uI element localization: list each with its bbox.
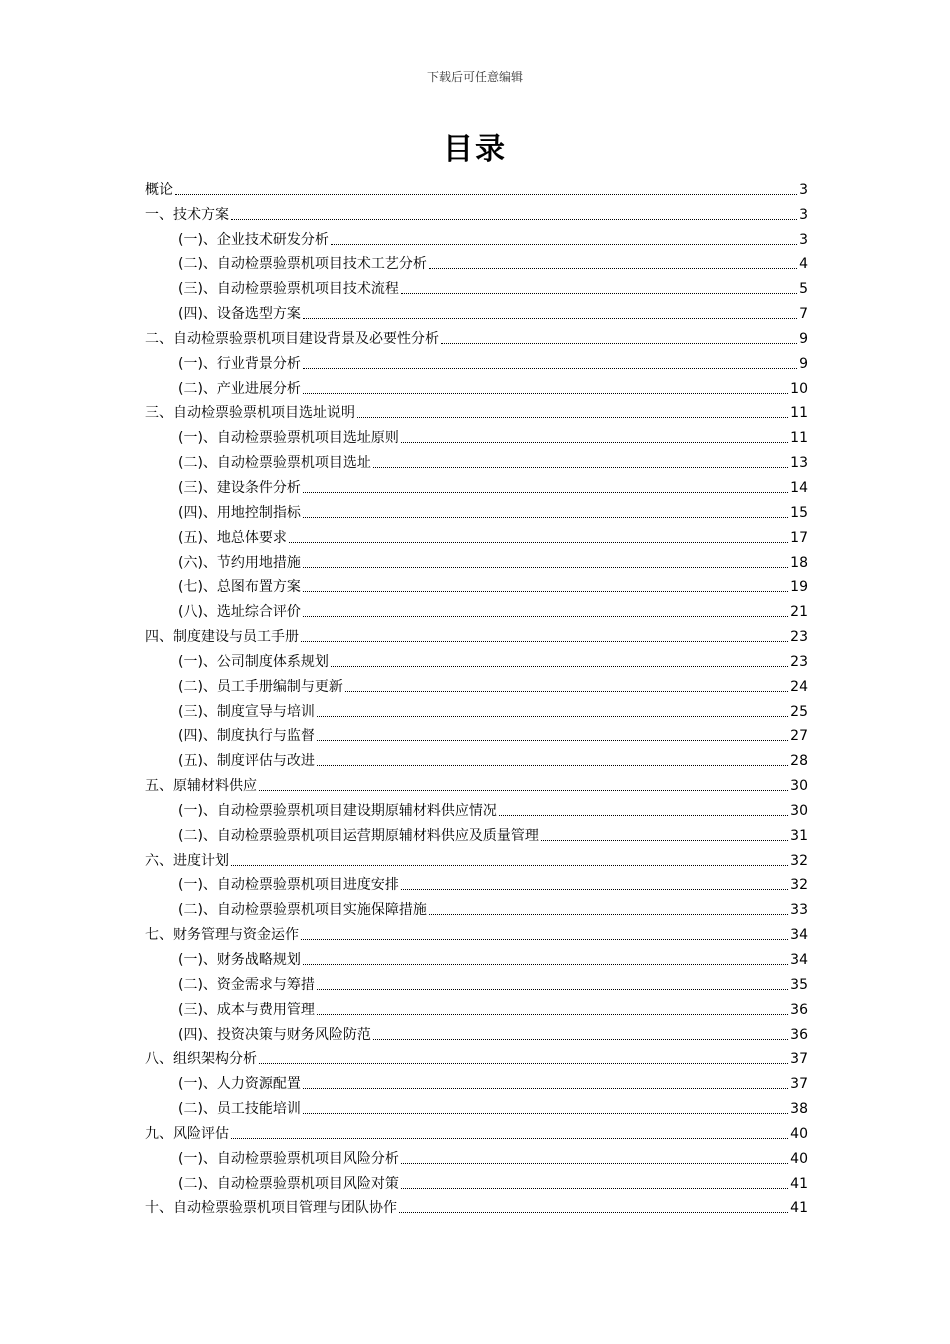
toc-entry-page-number: 9 [799, 330, 808, 347]
toc-entry[interactable] [145, 1195, 808, 1220]
toc-entry-title: (四)、用地控制指标 [178, 504, 301, 521]
toc-dot-leader [301, 641, 788, 642]
toc-entry-page-number: 18 [790, 554, 808, 571]
toc-dot-leader [231, 1138, 788, 1139]
toc-dot-leader [303, 964, 788, 965]
toc-entry-page-number: 34 [790, 927, 808, 944]
toc-dot-leader [303, 616, 788, 617]
toc-dot-leader [401, 1163, 788, 1164]
toc-entry-page-number: 37 [790, 1076, 808, 1093]
toc-entry-page-number: 14 [790, 479, 808, 496]
toc-dot-leader [429, 914, 788, 915]
toc-entry-title: (一)、自动检票验票机项目选址原则 [178, 430, 399, 447]
toc-entry-title: (二)、员工技能培训 [178, 1101, 301, 1118]
toc-entry-page-number: 13 [790, 455, 808, 472]
toc-entry-title: 七、财务管理与资金运作 [145, 927, 299, 944]
toc-entry-title: 八、组织架构分析 [145, 1051, 257, 1068]
toc-entry-page-number: 30 [790, 802, 808, 819]
page-header: 下载后可任意编辑 [426, 70, 523, 84]
toc-entry-title: (四)、投资决策与财务风险防范 [178, 1026, 371, 1043]
toc-entry[interactable] [145, 1170, 808, 1195]
toc-entry[interactable] [145, 176, 808, 201]
toc-entry[interactable] [145, 896, 808, 921]
toc-entry[interactable] [145, 946, 808, 971]
toc-entry[interactable] [145, 201, 808, 226]
toc-dot-leader [289, 542, 788, 543]
toc-entry-page-number: 36 [790, 1001, 808, 1018]
page-title: 目录 [443, 132, 507, 167]
toc-entry-title: (一)、财务战略规划 [178, 952, 301, 968]
toc-dot-leader [303, 393, 788, 394]
toc-entry-page-number: 3 [799, 181, 808, 198]
toc-dot-leader [259, 1063, 788, 1064]
toc-entry-title: 一、技术方案 [145, 206, 229, 223]
toc-entry[interactable] [145, 524, 808, 549]
toc-entry[interactable] [145, 325, 808, 350]
toc-entry[interactable] [145, 747, 808, 772]
toc-entry-page-number: 5 [799, 281, 808, 298]
toc-entry-page-number: 40 [790, 1125, 808, 1142]
toc-dot-leader [373, 1039, 788, 1040]
toc-entry-title: 三、自动检票验票机项目选址说明 [145, 405, 355, 422]
toc-dot-leader [303, 591, 788, 592]
toc-entry[interactable] [145, 872, 808, 897]
toc-entry-title: (四)、制度执行与监督 [178, 728, 315, 745]
toc-entry[interactable] [145, 797, 808, 822]
toc-entry-title: (二)、自动检票验票机项目实施保障措施 [178, 902, 427, 919]
toc-entry-page-number: 27 [790, 728, 808, 745]
toc-entry[interactable] [145, 474, 808, 499]
toc-entry[interactable] [145, 648, 808, 673]
toc-entry-page-number: 9 [799, 355, 808, 372]
toc-dot-leader [317, 716, 788, 717]
toc-dot-leader [303, 1113, 788, 1114]
toc-dot-leader [401, 293, 797, 294]
toc-dot-leader [541, 840, 788, 841]
toc-entry[interactable] [145, 1046, 808, 1071]
toc-entry-title: (一)、自动检票验票机项目建设期原辅材料供应情况 [178, 802, 497, 819]
toc-entry[interactable] [145, 300, 808, 325]
toc-entry[interactable] [145, 375, 808, 400]
toc-entry[interactable] [145, 822, 808, 847]
toc-entry-page-number: 7 [799, 306, 808, 323]
toc-dot-leader [345, 691, 788, 692]
toc-dot-leader [303, 1088, 788, 1089]
toc-dot-leader [399, 1212, 788, 1213]
toc-entry[interactable] [145, 1145, 808, 1170]
toc-entry-page-number: 28 [790, 753, 808, 770]
toc-entry[interactable] [145, 723, 808, 748]
toc-entry-title: (二)、自动检票验票机项目风险对策 [178, 1175, 399, 1192]
toc-dot-leader [303, 567, 788, 568]
toc-entry-title: 十、自动检票验票机项目管理与团队协作 [145, 1200, 397, 1217]
toc-entry-title: (三)、建设条件分析 [178, 479, 301, 496]
toc-dot-leader [259, 790, 788, 791]
toc-entry-title: (二)、产业进展分析 [178, 380, 301, 397]
toc-entry-page-number: 36 [790, 1026, 808, 1043]
toc-entry-title: (六)、节约用地措施 [178, 554, 301, 571]
toc-entry-page-number: 41 [790, 1175, 808, 1192]
toc-entry-page-number: 33 [790, 902, 808, 919]
toc-entry-page-number: 24 [790, 678, 808, 695]
toc-entry-title: (三)、制度宣导与培训 [178, 703, 315, 720]
toc-dot-leader [331, 666, 788, 667]
toc-entry[interactable] [145, 971, 808, 996]
toc-entry-page-number: 3 [799, 231, 808, 248]
toc-entry[interactable] [145, 996, 808, 1021]
toc-entry-page-number: 19 [790, 579, 808, 596]
toc-entry-title: 六、进度计划 [145, 852, 229, 869]
toc-entry[interactable] [145, 673, 808, 698]
toc-entry-title: (二)、员工手册编制与更新 [178, 678, 343, 695]
toc-dot-leader [331, 244, 797, 245]
toc-entry-title: 九、风险评估 [145, 1125, 229, 1142]
toc-entry-title: (八)、选址综合评价 [178, 604, 301, 621]
toc-entry-page-number: 35 [790, 976, 808, 993]
toc-dot-leader [303, 368, 797, 369]
toc-entry-page-number: 11 [790, 405, 808, 422]
toc-entry[interactable] [145, 350, 808, 375]
toc-dot-leader [429, 268, 797, 269]
toc-entry-title: (三)、自动检票验票机项目技术流程 [178, 281, 399, 298]
toc-dot-leader [303, 492, 788, 493]
toc-dot-leader [175, 194, 797, 195]
toc-dot-leader [301, 939, 788, 940]
toc-entry-title: (二)、自动检票验票机项目运营期原辅材料供应及质量管理 [178, 827, 539, 844]
toc-entry[interactable] [145, 1021, 808, 1046]
toc-dot-leader [303, 318, 797, 319]
toc-dot-leader [231, 865, 788, 866]
toc-entry-page-number: 4 [799, 256, 808, 273]
toc-entry[interactable] [145, 598, 808, 623]
toc-dot-leader [317, 989, 788, 990]
toc-entry[interactable] [145, 226, 808, 251]
toc-dot-leader [401, 889, 788, 890]
toc-entry-page-number: 17 [790, 529, 808, 546]
toc-entry[interactable] [145, 847, 808, 872]
toc-entry[interactable] [145, 499, 808, 524]
toc-entry-title: (七)、总图布置方案 [178, 579, 301, 596]
toc-dot-leader [303, 517, 788, 518]
toc-entry[interactable] [145, 1095, 808, 1120]
toc-dot-leader [401, 1188, 788, 1189]
toc-entry[interactable] [145, 275, 808, 300]
toc-entry-page-number: 23 [790, 653, 808, 670]
toc-entry-page-number: 3 [799, 206, 808, 223]
toc-entry-title: (五)、地总体要求 [178, 529, 287, 546]
toc-entry-title: (三)、成本与费用管理 [178, 1001, 315, 1018]
toc-entry-page-number: 41 [790, 1200, 808, 1217]
toc-entry-page-number: 15 [790, 504, 808, 521]
toc-entry[interactable] [145, 1070, 808, 1095]
toc-entry-title: (一)、自动检票验票机项目进度安排 [178, 877, 399, 894]
toc-entry-page-number: 38 [790, 1101, 808, 1118]
toc-entry-title: 五、原辅材料供应 [145, 778, 257, 795]
table-of-contents [145, 176, 808, 1219]
toc-entry-title: (一)、自动检票验票机项目风险分析 [178, 1150, 399, 1167]
toc-entry-page-number: 32 [790, 852, 808, 869]
toc-entry-page-number: 31 [790, 827, 808, 844]
toc-dot-leader [231, 219, 797, 220]
toc-entry-page-number: 25 [790, 703, 808, 720]
toc-entry-page-number: 10 [790, 380, 808, 397]
toc-dot-leader [499, 815, 788, 816]
toc-entry-title: (二)、自动检票验票机项目技术工艺分析 [178, 256, 427, 273]
toc-entry[interactable] [145, 921, 808, 946]
toc-dot-leader [357, 417, 788, 418]
toc-entry-title: (五)、制度评估与改进 [178, 753, 315, 770]
toc-dot-leader [317, 765, 788, 766]
toc-entry-title: 概论 [145, 181, 173, 198]
toc-entry-title: (二)、资金需求与筹措 [178, 976, 315, 993]
toc-entry[interactable] [145, 251, 808, 276]
toc-entry-page-number: 40 [790, 1150, 808, 1167]
toc-entry-title: 二、自动检票验票机项目建设背景及必要性分析 [145, 330, 439, 347]
toc-entry[interactable] [145, 574, 808, 599]
toc-entry-page-number: 30 [790, 778, 808, 795]
toc-dot-leader [373, 467, 788, 468]
toc-entry[interactable] [145, 698, 808, 723]
toc-dot-leader [441, 343, 797, 344]
toc-entry-page-number: 23 [790, 629, 808, 646]
toc-entry-title: (一)、行业背景分析 [178, 355, 301, 372]
toc-entry[interactable] [145, 772, 808, 797]
toc-entry-page-number: 21 [790, 604, 808, 621]
toc-entry[interactable] [145, 1120, 808, 1145]
toc-dot-leader [317, 740, 788, 741]
toc-entry-title: (二)、自动检票验票机项目选址 [178, 455, 371, 472]
toc-entry-title: (一)、公司制度体系规划 [178, 653, 329, 670]
toc-entry[interactable] [145, 424, 808, 449]
toc-entry-title: (一)、人力资源配置 [178, 1076, 301, 1093]
toc-dot-leader [317, 1014, 788, 1015]
toc-entry[interactable] [145, 549, 808, 574]
toc-entry-page-number: 37 [790, 1051, 808, 1068]
toc-entry-title: 四、制度建设与员工手册 [145, 629, 299, 646]
toc-entry[interactable] [145, 400, 808, 425]
toc-entry-title: (四)、设备选型方案 [178, 306, 301, 323]
toc-entry[interactable] [145, 449, 808, 474]
toc-entry-page-number: 11 [790, 430, 808, 447]
toc-entry-page-number: 34 [790, 952, 808, 968]
toc-entry-title: (一)、企业技术研发分析 [178, 231, 329, 248]
toc-entry[interactable] [145, 623, 808, 648]
toc-entry-page-number: 32 [790, 877, 808, 894]
toc-dot-leader [401, 442, 788, 443]
